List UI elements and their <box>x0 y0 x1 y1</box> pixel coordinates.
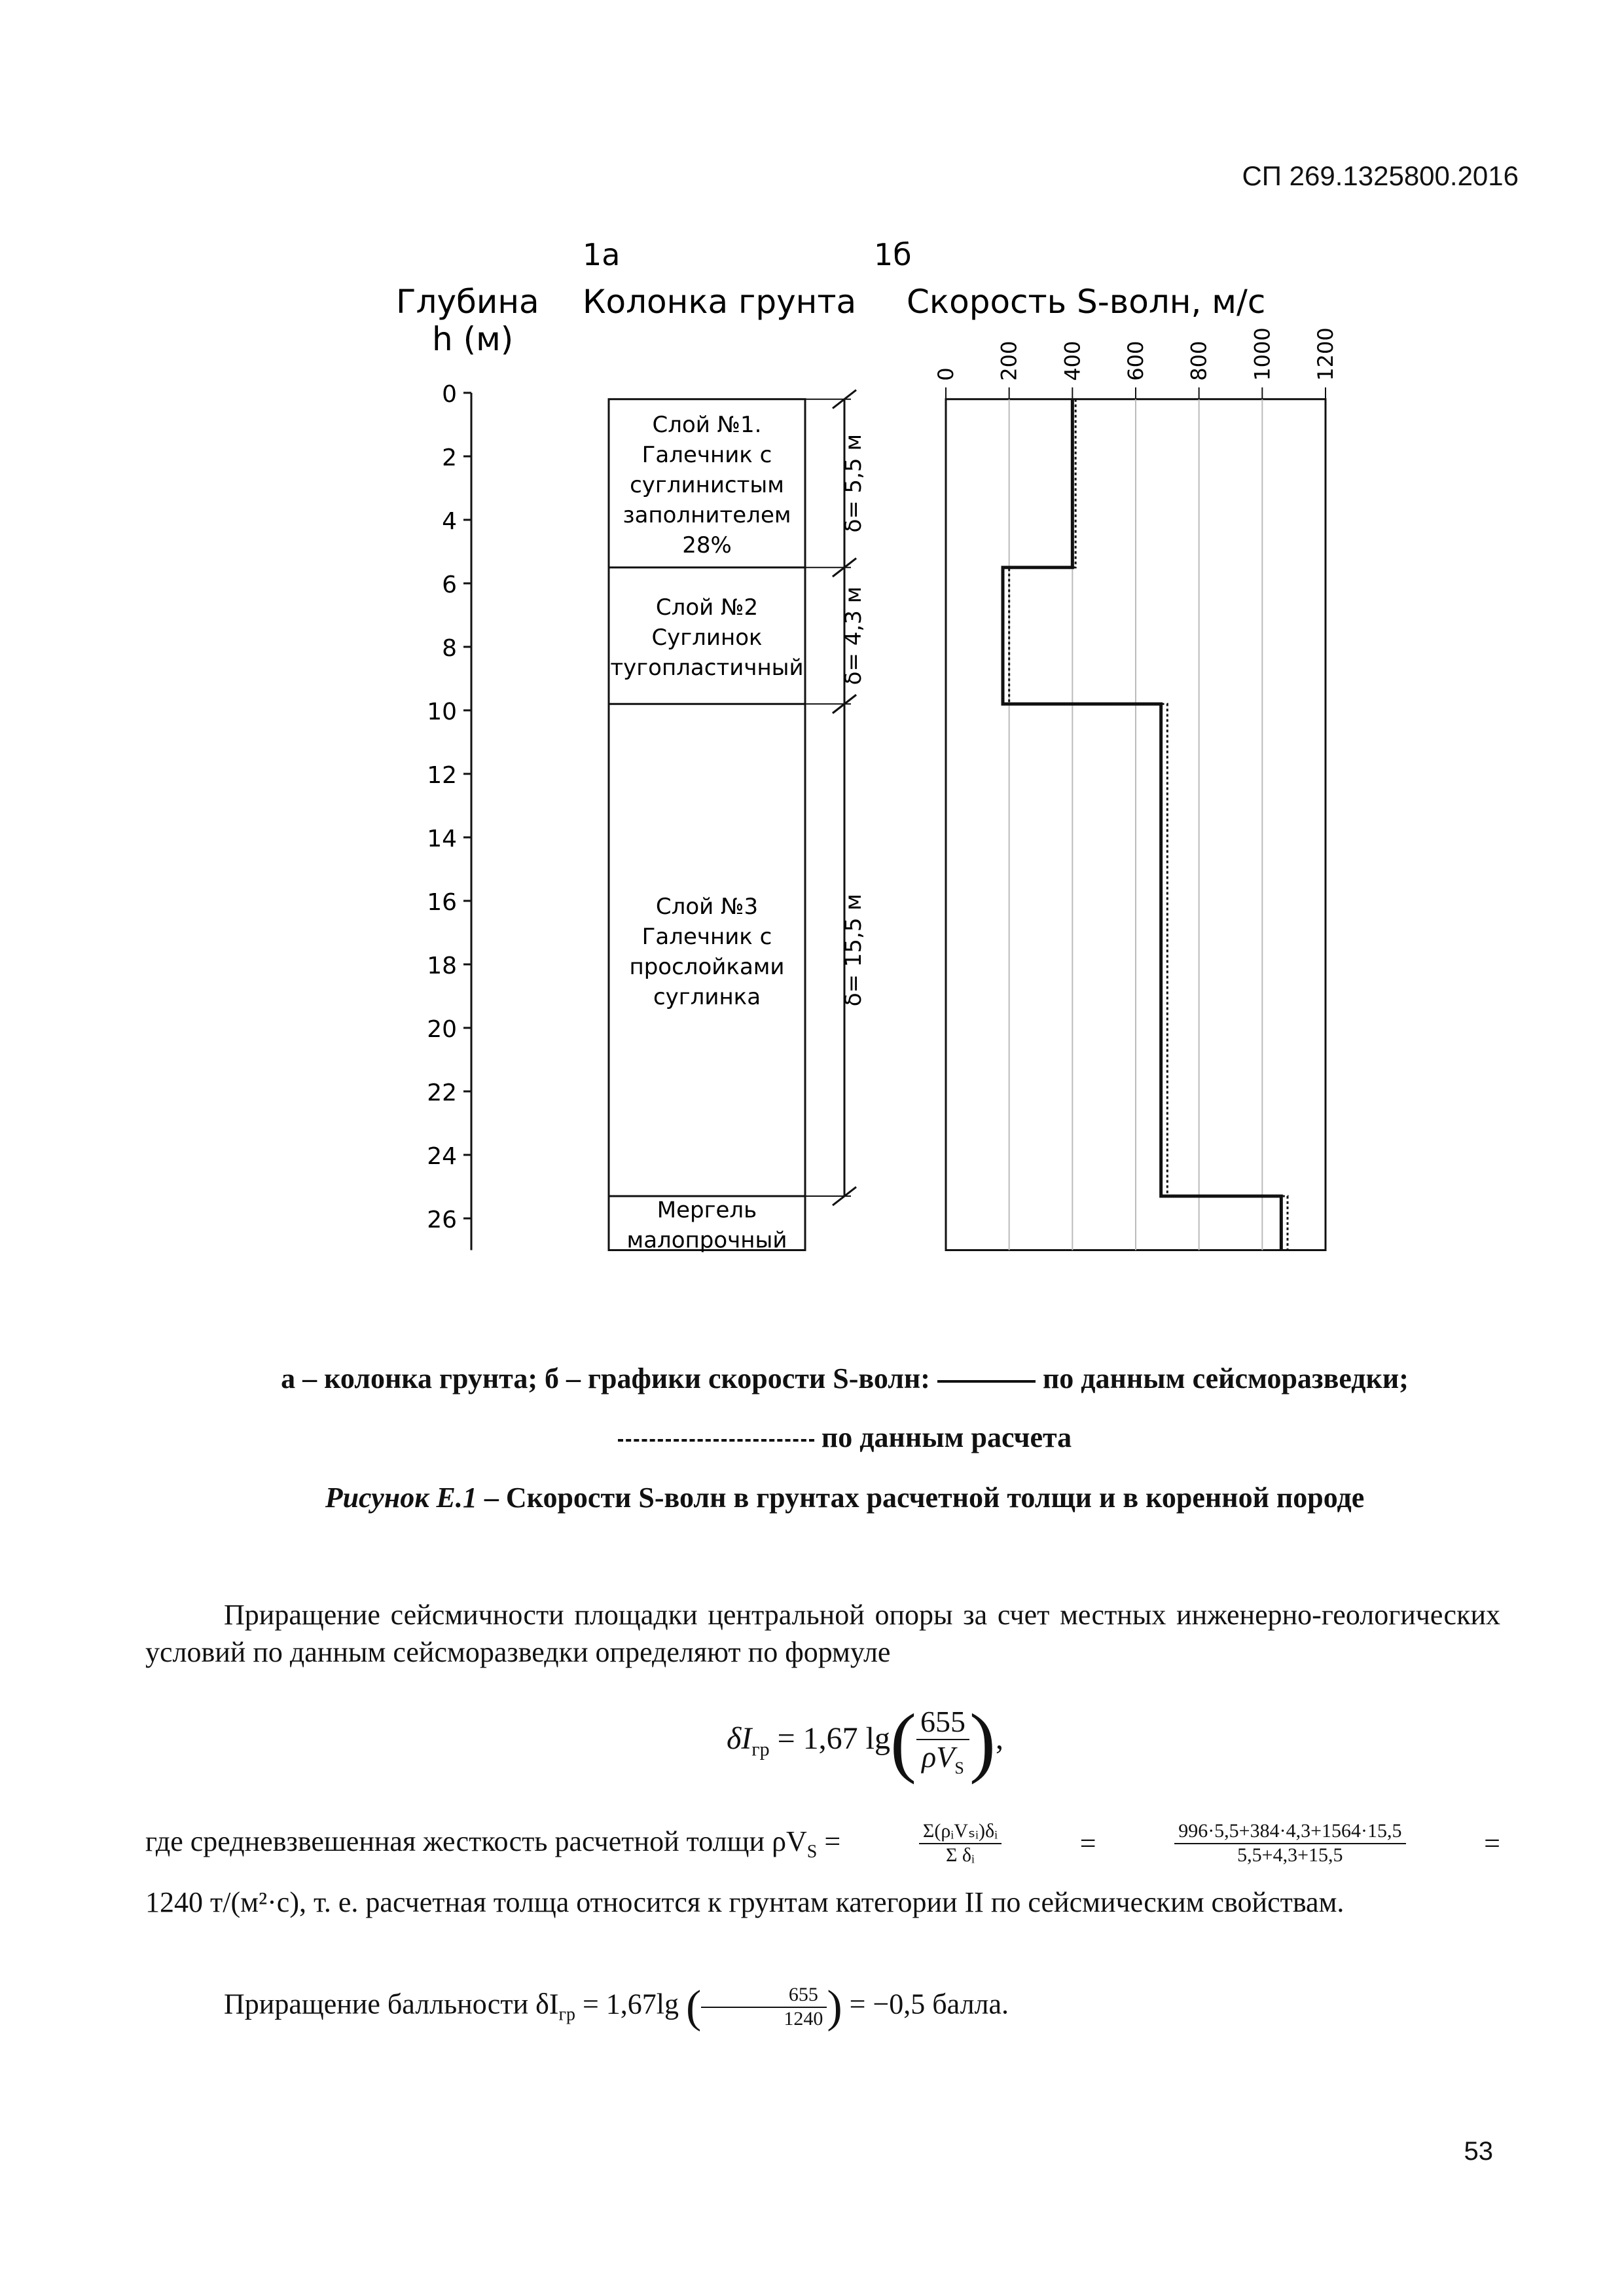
depth-tick-label: 14 <box>427 826 457 852</box>
layer-thickness-label: δ= 15,5 м <box>840 894 867 1007</box>
legend-line-1 <box>164 1362 1526 1395</box>
legend-text-b: по данным сейсморазведки; <box>1042 1362 1409 1394</box>
legend-dashed-sample <box>618 1439 814 1442</box>
layer-label: суглинистым <box>630 472 784 499</box>
calculated-line <box>1009 399 1288 1250</box>
depth-tick-label: 10 <box>427 699 457 725</box>
paragraph-result: Приращение балльности $\delta I_{гр} = 1,67\lg$ ( $\frac{655}{1240}$ ) = −0,5 балла. <box>224 1982 1009 2032</box>
layer-thickness-label: δ= 4,3 м <box>840 586 867 685</box>
soil-column-figure <box>367 236 1338 1303</box>
stiffness-result: 1240 т/(м²·с), т. е. расчетная толща относится к грунтам категории II по сейсмическим свойствам. <box>145 1886 1344 1918</box>
layer-label: малопрочный <box>626 1227 787 1254</box>
result-fraction: $\frac{655}{1240}$ <box>701 1984 827 2030</box>
panel-b-label: 1б <box>874 237 912 272</box>
depth-tick-label: 26 <box>427 1207 457 1233</box>
page-number: 53 <box>1464 2137 1493 2166</box>
layer-label: Слой №3 <box>655 894 759 920</box>
legend-text-a: а – колонка грунта; б – графики скорости S-волн: <box>281 1362 930 1394</box>
velocity-tick-label: 1200 <box>1313 327 1338 381</box>
velocity-tick-label: 200 <box>996 340 1022 381</box>
stiffness-fraction-general: $\frac{\text{Σ(ρᵢVₛᵢ)δᵢ}}{\text{Σ δᵢ}}$ <box>919 1820 1001 1867</box>
paragraph-stiffness: где средневзвешенная жесткость расчетной толщи $\rho V_S$ = $\frac{\text{Σ(ρᵢVₛᵢ)δᵢ}}{\text{Σ δᵢ}}$ = $\frac{996\cdot 5,5+384\cdot 4,3+1564\cdot 15,5}{5,5+4,3+15,5}$ = 1240 т/(м²·с), т. е. расчетная толща относится к грунтам категории II по сейсмическим свойствам. <box>145 1820 1500 1921</box>
figure-caption <box>164 1481 1526 1514</box>
depth-tick-label: 8 <box>442 635 457 662</box>
layer-label: тугопластичный <box>610 655 804 682</box>
layer-label: Слой №1. <box>652 412 762 439</box>
formula-eq: = 1,67 lg <box>769 1721 891 1757</box>
layer-label: заполнителем <box>623 502 791 529</box>
depth-tick-label: 22 <box>427 1080 457 1106</box>
legend-text-c: по данным расчета <box>821 1421 1072 1453</box>
velocity-title: Скорость S-волн, м/с <box>907 283 1266 321</box>
layer-label: Мергель <box>657 1197 757 1224</box>
stiffness-text: где средневзвешенная жесткость расчетной толщи ρV <box>145 1825 807 1857</box>
soil-column <box>609 390 867 1254</box>
depth-title: Глубина <box>396 283 539 321</box>
depth-tick-label: 24 <box>427 1143 457 1170</box>
figure-label: Рисунок Е.1 <box>325 1482 477 1514</box>
depth-axis <box>427 381 471 1250</box>
depth-unit: h (м) <box>432 320 514 358</box>
depth-tick-label: 6 <box>442 572 457 598</box>
column-title: Колонка грунта <box>583 283 857 321</box>
legend-solid-sample <box>937 1380 1036 1383</box>
layer-label: Галечник с <box>641 924 772 951</box>
layer-label: Слой №2 <box>655 594 759 621</box>
formula-fraction: $\frac{655}{\rho V_S}$ <box>916 1705 969 1779</box>
panel-a-label: 1а <box>583 237 621 272</box>
depth-tick-label: 0 <box>442 381 457 408</box>
velocity-tick-label: 400 <box>1060 340 1085 381</box>
document-code: СП 269.1325800.2016 <box>1242 160 1519 191</box>
velocity-tick-label: 0 <box>933 367 958 381</box>
formula-tail: , <box>995 1721 1003 1757</box>
layer-label: прослойками <box>629 954 785 981</box>
depth-tick-label: 16 <box>427 889 457 916</box>
figure-caption-text: – Скорости S-волн в грунтах расчетной толщи и в коренной породе <box>477 1482 1365 1514</box>
layer-label: Галечник с <box>641 442 772 469</box>
layer-label: 28% <box>682 532 732 559</box>
depth-tick-label: 12 <box>427 762 457 789</box>
depth-tick-label: 18 <box>427 953 457 979</box>
layer-label: Суглинок <box>651 625 763 651</box>
depth-tick-label: 20 <box>427 1016 457 1043</box>
stiffness-fraction-numeric: $\frac{996\cdot 5,5+384\cdot 4,3+1564\cdot 15,5}{5,5+4,3+15,5}$ <box>1174 1820 1405 1867</box>
formula-lhs: $\delta I_{гр}$ <box>727 1721 770 1760</box>
velocity-tick-label: 800 <box>1186 340 1212 381</box>
seismic-survey-line <box>1003 399 1281 1250</box>
paragraph-intro: Приращение сейсмичности площадки центральной опоры за счет местных инженерно-геологических условий по данным сейсморазведки определяют по формуле <box>145 1599 1500 1669</box>
layer-thickness-label: δ= 5,5 м <box>840 433 867 533</box>
depth-tick-label: 4 <box>442 508 457 535</box>
velocity-chart <box>933 327 1338 1250</box>
velocity-tick-label: 600 <box>1123 340 1148 381</box>
legend-line-2 <box>164 1421 1526 1454</box>
depth-tick-label: 2 <box>442 445 457 471</box>
formula-increment: $\delta I_{гр} = 1,67$ lg( $\frac{655}{\rho V_S}$ ), <box>727 1698 1003 1785</box>
layer-label: суглинка <box>653 984 761 1011</box>
velocity-tick-label: 1000 <box>1250 327 1275 381</box>
